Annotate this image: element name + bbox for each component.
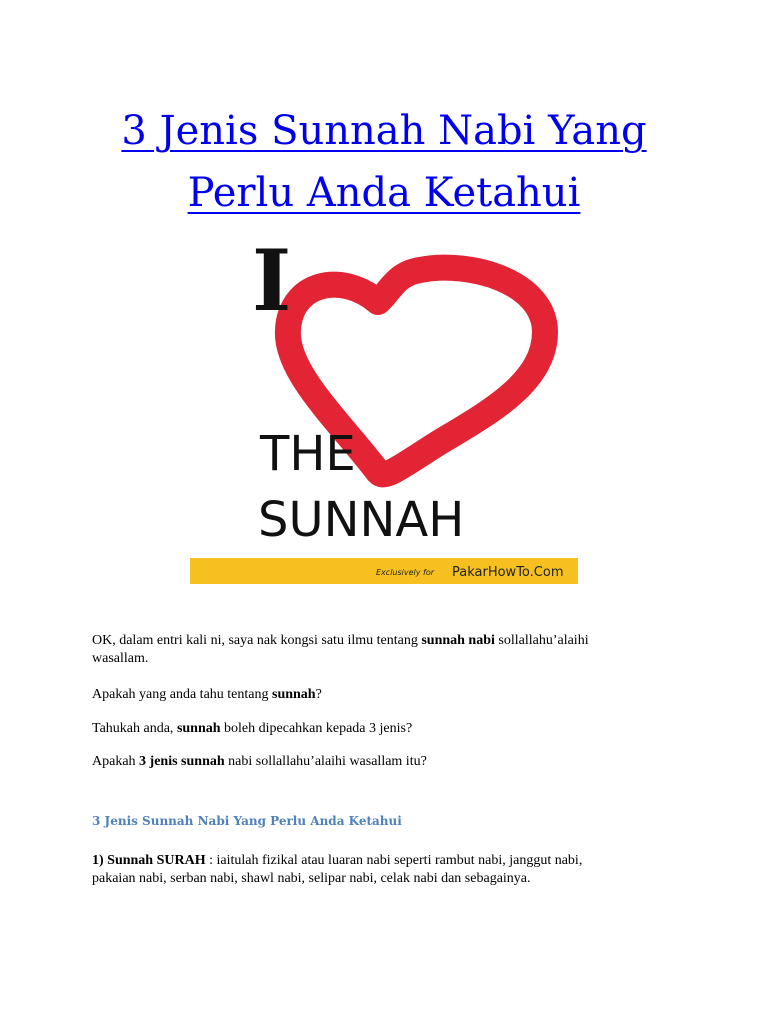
i-love-the-sunnah-image: [190, 222, 578, 584]
p1-bold: sunnah nabi: [421, 633, 495, 648]
title-link-line1[interactable]: 3 Jenis Sunnah Nabi Yang: [121, 108, 647, 154]
p3-text-a: Tahukah anda,: [92, 721, 177, 736]
p4-bold: 3 jenis sunnah: [139, 754, 225, 769]
paragraph-question-3: [92, 753, 692, 771]
p2-text-a: Apakah yang anda tahu tentang: [92, 687, 272, 702]
section-heading: 3 Jenis Sunnah Nabi Yang Perlu Anda Ketahui: [92, 814, 402, 828]
p3-text-c: boleh dipecahkan kepada 3 jenis?: [220, 721, 413, 736]
text-sunnah: SUNNAH: [258, 492, 465, 548]
p5-text-c: pakaian nabi, serban nabi, shawl nabi, selipar nabi, celak nabi dan sebagainya.: [92, 871, 531, 886]
paragraph-question-1: [92, 686, 692, 704]
p3-bold: sunnah: [176, 721, 221, 736]
hero-illustration: [190, 222, 578, 584]
document-title[interactable]: [0, 100, 768, 224]
banner-site: PakarHowTo.Com: [452, 565, 564, 580]
letter-i: I: [252, 231, 292, 330]
p1-text-d: wasallam.: [92, 651, 149, 666]
p4-text-c: nabi sollallahu’alaihi wasallam itu?: [224, 754, 427, 769]
p2-bold: sunnah: [272, 687, 316, 702]
p5-text-a: : iaitulah fizikal atau luaran nabi seperti rambut nabi, janggut nabi,: [205, 853, 583, 868]
p1-text-a: OK, dalam entri kali ni, saya nak kongsi satu ilmu tentang: [92, 633, 422, 648]
p1-text-c: sollallahu’alaihi: [494, 633, 589, 648]
p5-bold: 1) Sunnah SURAH: [92, 853, 206, 868]
paragraph-question-2: [92, 720, 692, 738]
title-link-line2[interactable]: Perlu Anda Ketahui: [187, 170, 581, 216]
text-the: THE: [260, 426, 356, 482]
p2-text-c: ?: [315, 687, 322, 702]
paragraph-intro: [92, 632, 692, 668]
banner-prefix: Exclusively for: [376, 568, 435, 577]
p4-text-a: Apakah: [92, 754, 140, 769]
paragraph-sunnah-surah: [92, 852, 692, 888]
